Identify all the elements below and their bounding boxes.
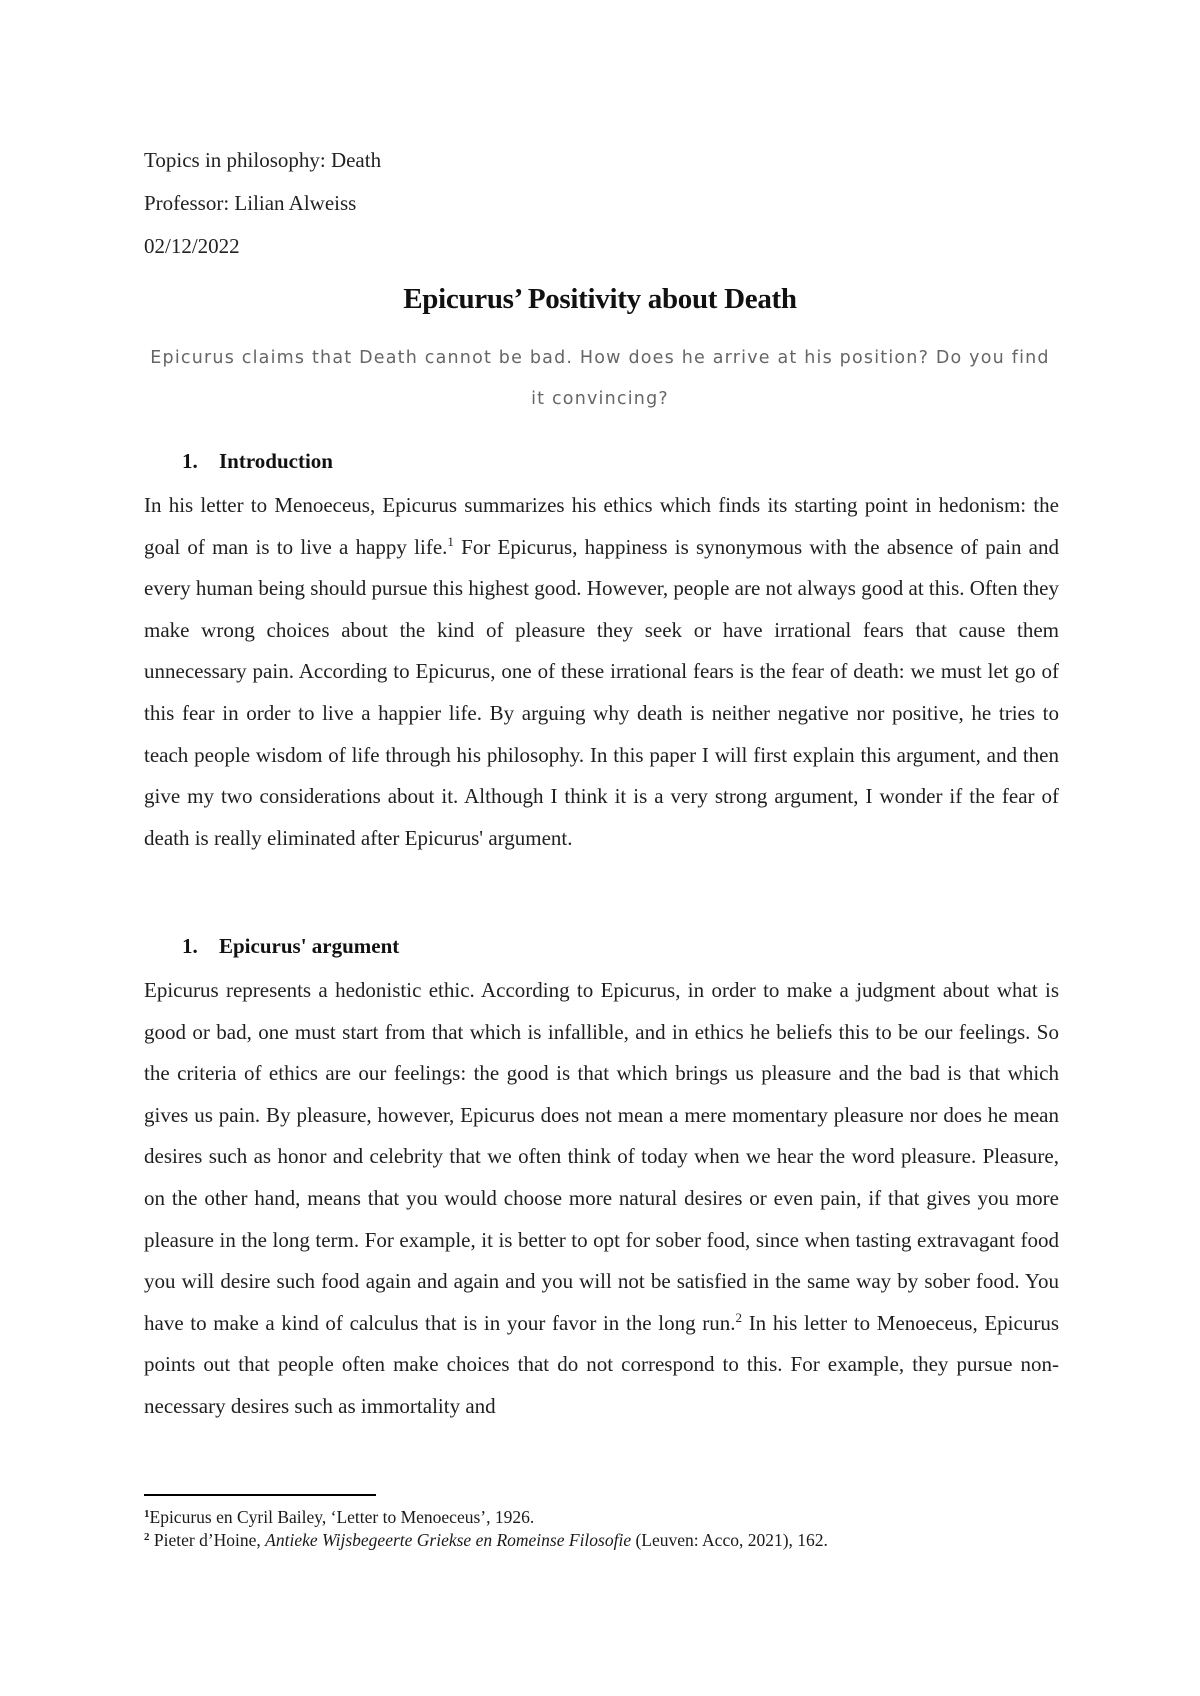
footnote-text: Epicurus en Cyril Bailey, ‘Letter to Menoeceus’, 1926. bbox=[149, 1507, 535, 1527]
footnote-book-title: Antieke Wijsbegeerte Griekse en Romeinse Filosofie bbox=[265, 1530, 632, 1550]
paper-title: Epicurus’ Positivity about Death bbox=[403, 283, 797, 315]
introduction-paragraph bbox=[144, 485, 1059, 859]
footnote-reference: 2 bbox=[735, 1309, 743, 1325]
paragraph-text: In his letter to Menoeceus, Epicurus summarizes his ethics which finds its starting point in hedonism: the goal of man is to live a happy life. bbox=[144, 493, 1059, 559]
paragraph-text: Epicurus represents a hedonistic ethic. According to Epicurus, in order to make a judgment about what is good or bad, one must start from that which is infallible, and in ethics he beliefs this to be our feelings. So the criteria of ethics are our feelings: the good is that which brings us pleasure and the bad is that which gives us pain. By pleasure, however, Epicurus does not mean a mere momentary pleasure nor does he mean desires such as honor and celebrity that we often think of today when we hear the word pleasure. Pleasure, on the other hand, means that you would choose more natural desires or even pain, if that gives you more pleasure in the long term. For example, it is better to opt for sober food, since when tasting extravagant food you will desire such food again and again and you will not be satisfied in the same way by sober food. You have to make a kind of calculus that is in your favor in the long run. bbox=[144, 978, 1059, 1335]
section-title: Epicurus' argument bbox=[219, 934, 400, 958]
footnote-text: Pieter d’Hoine, bbox=[149, 1530, 266, 1550]
section-heading-argument bbox=[182, 934, 399, 959]
section-title: Introduction bbox=[219, 449, 333, 473]
essay-question: Epicurus claims that Death cannot be bad. How does he arrive at his position? Do you find it convincing? bbox=[150, 348, 1050, 409]
section-number: 1. bbox=[182, 449, 198, 473]
footnote-separator bbox=[144, 1494, 376, 1496]
argument-paragraph bbox=[144, 970, 1059, 1428]
professor-name: Professor: Lilian Alweiss bbox=[144, 191, 357, 215]
section-number: 1. bbox=[182, 934, 198, 958]
footnote-mark: 2 bbox=[144, 1531, 150, 1543]
paragraph-text: In his letter to Menoeceus, Epicurus points out that people often make choices that do not correspond to this. For example, they pursue non-necessary desires such as immortality and bbox=[144, 1310, 1059, 1418]
course-title: Topics in philosophy: Death bbox=[144, 148, 382, 172]
section-heading-introduction bbox=[182, 449, 333, 474]
footnote-text: (Leuven: Acco, 2021), 162. bbox=[631, 1530, 828, 1550]
submission-date: 02/12/2022 bbox=[144, 234, 240, 258]
footnote-mark: 1 bbox=[144, 1508, 150, 1520]
footnote-reference: 1 bbox=[447, 533, 454, 549]
footnote-2 bbox=[144, 1529, 828, 1551]
footnote-1 bbox=[144, 1506, 534, 1528]
paragraph-text: For Epicurus, happiness is synonymous with the absence of pain and every human being should pursue this highest good. However, people are not always good at this. Often they make wrong choices about the kind of pleasure they seek or have irrational fears that cause them unnecessary pain. According to Epicurus, one of these irrational fears is the fear of death: we must let go of this fear in order to live a happier life. By arguing why death is neither negative nor positive, he tries to teach people wisdom of life through his philosophy. In this paper I will first explain this argument, and then give my two considerations about it. Although I think it is a very strong argument, I wonder if the fear of death is really eliminated after Epicurus' argument. bbox=[144, 534, 1059, 850]
